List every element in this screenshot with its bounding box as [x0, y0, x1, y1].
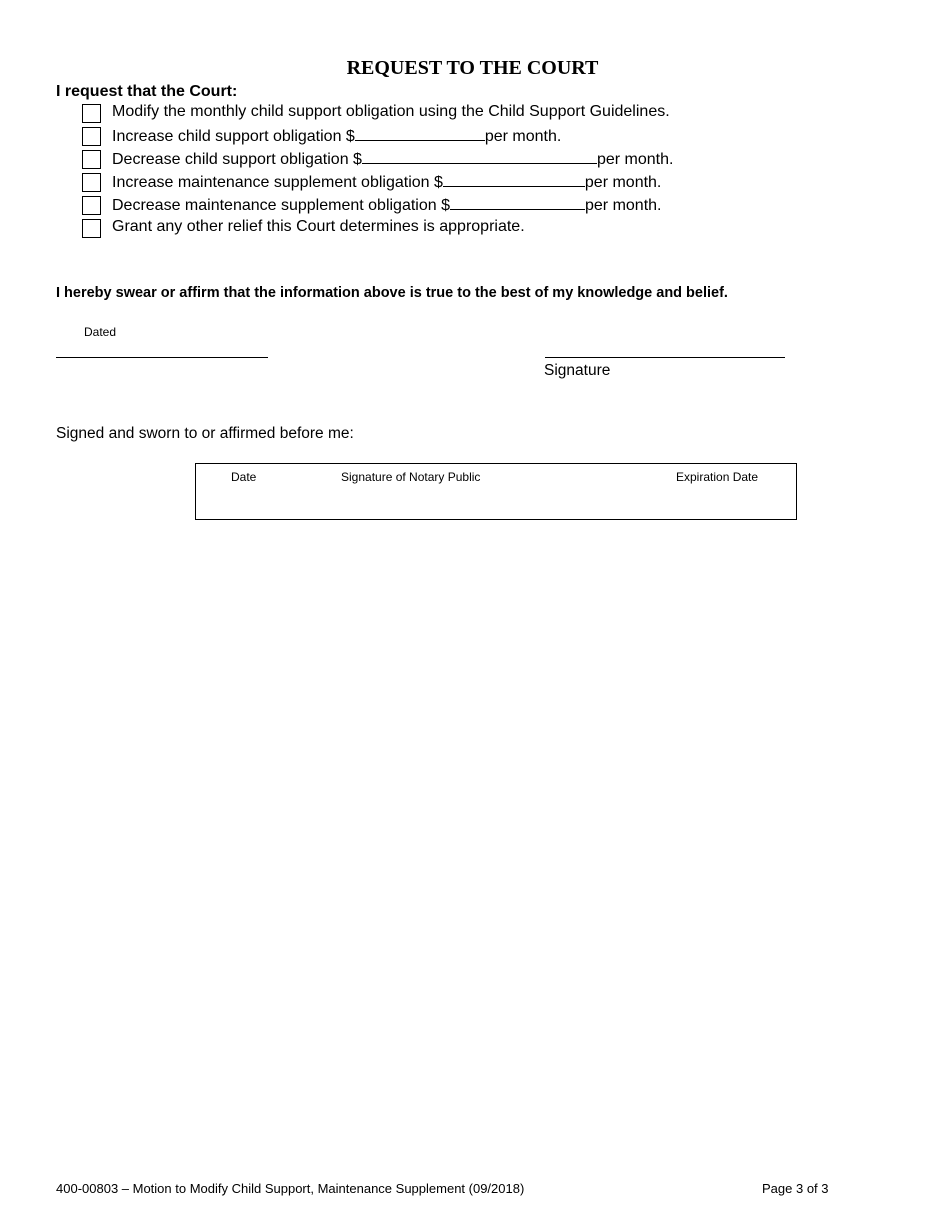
signature-label: Signature [544, 362, 611, 379]
checkbox-increase-maintenance[interactable] [82, 173, 101, 192]
option-suffix: per month. [596, 151, 674, 168]
footer-form-id: 400-00803 – Motion to Modify Child Support, Maintenance Supplement (09/2018) [56, 1181, 525, 1196]
checkbox-modify-guidelines[interactable] [82, 104, 101, 123]
option-increase-maintenance [112, 172, 661, 192]
option-decrease-child-support [112, 149, 673, 169]
request-intro: I request that the Court: [56, 83, 238, 100]
option-other-relief [112, 218, 525, 236]
amount-blank-increase-child-support[interactable] [355, 126, 485, 141]
option-suffix: per month. [484, 128, 562, 145]
option-label: Increase child support obligation $ [112, 128, 355, 145]
checkbox-other-relief[interactable] [82, 219, 101, 238]
notary-date-label: Date [231, 470, 257, 484]
option-label: Grant any other relief this Court determines is appropriate. [112, 218, 525, 235]
option-label: Decrease maintenance supplement obligation $ [112, 197, 450, 214]
footer-page-number: Page 3 of 3 [762, 1181, 829, 1196]
checkbox-decrease-child-support[interactable] [82, 150, 101, 169]
option-label: Increase maintenance supplement obligation $ [112, 174, 443, 191]
signature-line[interactable] [545, 357, 785, 358]
option-decrease-maintenance [112, 195, 661, 215]
amount-blank-increase-maintenance[interactable] [443, 172, 585, 187]
option-increase-child-support [112, 126, 561, 146]
amount-blank-decrease-child-support[interactable] [362, 149, 597, 164]
oath-statement: I hereby swear or affirm that the information above is true to the best of my knowledge and belief. [56, 285, 728, 301]
notary-expiration-label: Expiration Date [676, 470, 759, 484]
page-title: REQUEST TO THE COURT [346, 57, 599, 79]
dated-label: Dated [84, 325, 117, 339]
option-suffix: per month. [584, 174, 662, 191]
sworn-statement: Signed and sworn to or affirmed before me: [56, 425, 354, 442]
option-label: Modify the monthly child support obligation using the Child Support Guidelines. [112, 103, 670, 120]
notary-signature-label: Signature of Notary Public [341, 470, 481, 484]
dated-line[interactable] [56, 357, 268, 358]
notary-box[interactable] [195, 463, 797, 520]
amount-blank-decrease-maintenance[interactable] [450, 195, 585, 210]
option-suffix: per month. [585, 197, 662, 214]
checkbox-decrease-maintenance[interactable] [82, 196, 101, 215]
option-modify-guidelines [112, 103, 670, 121]
option-label: Decrease child support obligation $ [112, 151, 362, 168]
checkbox-increase-child-support[interactable] [82, 127, 101, 146]
